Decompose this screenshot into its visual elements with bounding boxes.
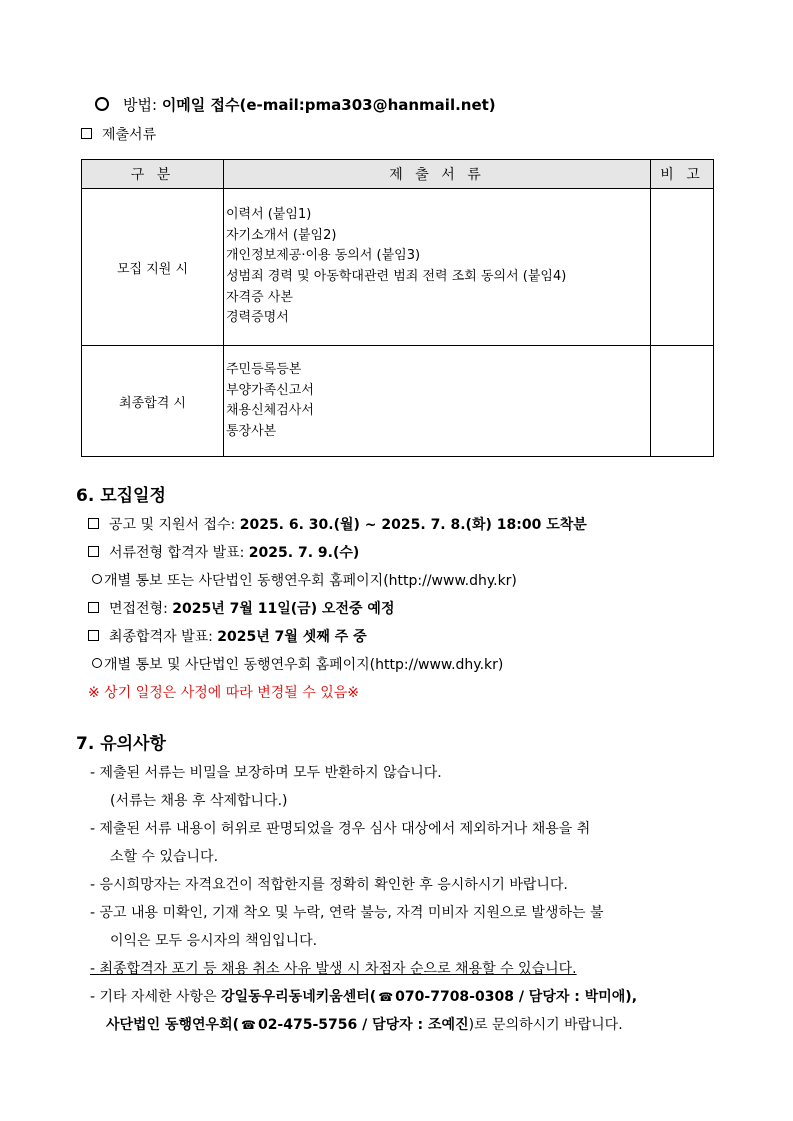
table-row: [82, 346, 714, 457]
circle-bullet-icon: [92, 658, 102, 668]
header-documents: 제 출 서 류: [224, 160, 651, 189]
list-item: 통장사본: [226, 423, 277, 439]
list-item: 채용신체검사서: [226, 403, 314, 419]
circle-bullet-icon: [92, 574, 102, 584]
note-2-cont: 소할 수 있습니다.: [110, 849, 219, 865]
row-note: [651, 346, 714, 457]
note-3: - 응시희망자는 자격요건이 적합한지를 정확히 확인한 후 응시하시기 바랍니다.: [90, 877, 568, 893]
note-2: - 제출된 서류 내용이 허위로 판명되었을 경우 심사 대상에서 제외하거나 채용을 취: [90, 821, 591, 837]
schedule-item-4-sub: 개별 통보 및 사단법인 동행연우회 홈페이지(http://www.dhy.kr): [92, 655, 503, 675]
checkbox-square-icon: [88, 518, 99, 529]
checkbox-square-icon: [88, 546, 99, 557]
checkbox-square-icon: [81, 128, 92, 139]
list-item: 자격증 사본: [226, 289, 293, 305]
note-4-cont: 이익은 모두 응시자의 책임입니다.: [110, 933, 318, 949]
phone-icon: ☎: [241, 1018, 256, 1032]
schedule-heading: 6. 모집일정: [76, 486, 166, 506]
schedule-item-4: 최종합격자 발표: 2025년 7월 셋째 주 중: [88, 627, 367, 647]
list-item: 개인정보제공·이용 동의서 (붙임3): [226, 248, 421, 264]
row-category: 최종합격 시: [82, 346, 224, 457]
row-category: 모집 지원 시: [82, 189, 224, 346]
row-items: [224, 189, 651, 346]
schedule-item-3: 면접전형: 2025년 7월 11일(금) 오전중 예정: [88, 599, 394, 619]
list-item: 성범죄 경력 및 아동학대관련 범죄 전력 조회 동의서 (붙임4): [226, 269, 567, 284]
note-5: - 최종합격자 포기 등 채용 취소 사유 발생 시 차점자 순으로 채용할 수 있습니다.: [90, 961, 577, 977]
list-item: 부양가족신고서: [226, 382, 314, 398]
header-category: 구 분: [82, 160, 224, 189]
method-label: 방법:: [123, 96, 162, 114]
row-note: [651, 189, 714, 346]
documents-heading: 제출서류: [81, 125, 156, 145]
method-value: 이메일 접수(e-mail:pma303@hanmail.net): [161, 96, 496, 114]
header-note: 비 고: [651, 160, 714, 189]
schedule-item-2-sub: 개별 통보 또는 사단법인 동행연우회 홈페이지(http://www.dhy.kr): [92, 571, 517, 591]
list-item: 이력서 (붙임1): [226, 207, 312, 223]
list-item: 경력증명서: [226, 310, 289, 326]
table-header-row: [82, 160, 714, 189]
checkbox-square-icon: [88, 602, 99, 613]
row-items: [224, 346, 651, 457]
schedule-notice: ※ 상기 일정은 사정에 따라 변경될 수 있음※: [88, 685, 359, 701]
phone-icon: ☎: [378, 990, 394, 1004]
notes-heading: 7. 유의사항: [76, 734, 166, 754]
note-6: - 기타 자세한 사항은 강일동우리동네키움센터( ☎ 070-7708-0308 / 담당자 : 박미애),: [90, 989, 638, 1005]
note-6-cont: 사단법인 동행연우회( ☎ 02-475-5756 / 담당자 : 조예진)로 문의하시기 바랍니다.: [106, 1017, 623, 1033]
method-line: [95, 95, 496, 115]
table-row: [82, 189, 714, 346]
note-1: - 제출된 서류는 비밀을 보장하며 모두 반환하지 않습니다.: [90, 765, 442, 781]
note-4: - 공고 내용 미확인, 기재 착오 및 누락, 연락 불능, 자격 미비자 지원으로 발생하는 불: [90, 905, 604, 921]
circle-bullet-icon: [95, 97, 109, 111]
note-1-cont: (서류는 채용 후 삭제합니다.): [110, 793, 288, 809]
documents-table: [81, 159, 714, 457]
schedule-item-1: 공고 및 지원서 접수: 2025. 6. 30.(월) ~ 2025. 7. 8.(화) 18:00 도착분: [88, 515, 587, 535]
list-item: 주민등록등본: [226, 362, 302, 377]
schedule-item-2: 서류전형 합격자 발표: 2025. 7. 9.(수): [88, 543, 359, 563]
checkbox-square-icon: [88, 630, 99, 641]
list-item: 자기소개서 (붙임2): [226, 227, 337, 243]
